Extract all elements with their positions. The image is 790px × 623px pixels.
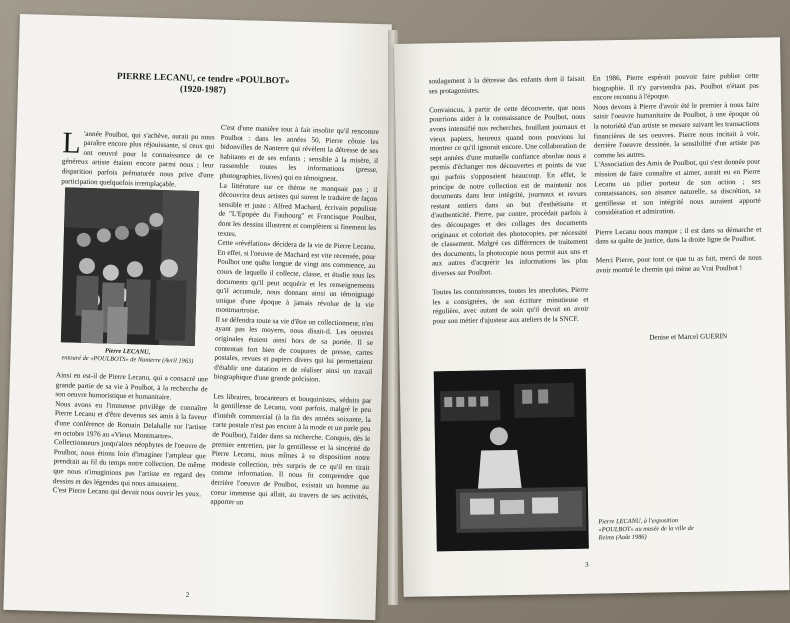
photo-exhibition-image xyxy=(434,369,589,552)
right-column-1: soulagement à la détresse des enfants dont il faisait ses protagonistes. Convaincus, à partir de cette découverte, que nous pourrions aider à la connaissance de Poulbot, nous avons intensifié nos recherches, fouillant journaux et vieux papiers, heureux quand nous pouvions lui montrer ce qu'il ignorait encore. Une collaboration de sept années d'une mutuelle confiance absolue nous a permis d'échanger nos découvertes et points de vue qui parfois s'opposaient beaucoup. En effet, le principe de notre collection est de maintenir nos documents dans leur intégrité, journaux et revues restant entiers dans un but d'esthétisme et d'authenticité. Pierre, par contre, procédait parfois à des découpages et des collages des documents originaux et coloriait des photocopies, par nécessité de classement. Malgré ces différences de traitement des documents, la photocopie nous permit aux uns et aux autres d'acquérir les informations les plus diverses sur Poulbot. Toutes les connaissances, toutes les anecdotes, Pierre les a consignées, de son écriture minutieuse et régulière, avec autant de soin qu'il devait en avoir pour son métier d'ajusteur aux ateliers de la SNCF. xyxy=(428,74,589,326)
intro-text: 'année Poulbot, qui s'achève, aurait pu nous paraître encore plus réjouissante, si ceux qui ont oeuvré pour la connaissance de ce généreux artiste étaient encore parmi nous ; leur disparition parfois prématurée nous prive d'une participation quelquefois irremplaçable. xyxy=(61,129,215,188)
left-page xyxy=(3,14,391,620)
caption-name: Pierre LECANU, xyxy=(104,347,151,356)
left-intro-paragraph xyxy=(61,119,215,190)
photo-children-image xyxy=(61,187,199,346)
drop-cap: L xyxy=(61,125,82,160)
signature: Denise et Marcel GUERIN xyxy=(649,332,728,342)
title-line-2: (1920-1987) xyxy=(179,83,227,95)
title-line-1: PIERRE LECANU, ce tendre «POULBOT» xyxy=(116,70,290,86)
photo-caption-right: Pierre LECANU, à l'exposition «POULBOT» au musée de la ville de Reims (Août 1986) xyxy=(598,517,694,542)
right-column-2: En 1986, Pierre espérait pouvoir faire publier cette biographie. Il n'y parviendra pas, Poulbot n'étant pas encore reconnu à l'époque. Nous devons à Pierre d'avoir été le premier à nous faire saisir l'oeuvre humanitaire de Poulbot, à une époque où la notoriété d'un artiste se mesure suivant les transactions financières de ses oeuvres. Pierre nous incitait à voir, derrière l'oeuvre dessinée, la sensibilité d'un artiste pas comme les autres. L'Association des Amis de Poulbot, qui s'est donnée pour mission de faire connaître et aimer, aurait eu en Pierre Lecanu un pilier porteur de son action ; ses connaissances, son aisance naturelle, sa discrétion, sa gentillesse et son intégrité nous auraient apporté considération et admiration. Pierre Lecanu nous manque ; il est dans sa démarche et dans sa quête de justice, dans la droite ligne de Poulbot. Merci Pierre, pour tout ce que tu as fait, merci de nous avoir montré le chemin qui mène au Vrai Poulbot ! xyxy=(592,71,762,275)
page-number-left: 2 xyxy=(185,590,190,599)
photo-children-nanterre xyxy=(61,187,199,346)
caption-detail: entouré de «POULBOTS» de Nanterre (Avril 1963) xyxy=(61,354,194,365)
photo-caption-left xyxy=(60,346,194,366)
page-number-right: 3 xyxy=(585,560,589,569)
right-page xyxy=(394,37,790,597)
left-column-1-rest: Ainsi en est-il de Pierre Lecanu, qui a consacré une grande partie de sa vie à Poulbot, à la recherche de son oeuvre humoristique et humanitaire. Nous avons eu l'immense privilège de connaître Pierre Lecanu et d'être devenus ses amis à la faveur d'une conférence de Romain Delahalle sur l'artiste en octobre 1976 au «Vieux Montmartre». Collectionneurs jusqu'alors néophytes de l'oeuvre de Poulbot, nous étions loin d'imaginer l'ampleur que prendrait au fil du temps notre collection. De même que nous n'imaginions pas l'artiste en regard des dessins et des légendes qui nous amusaient. C'est Pierre Lecanu qui devait nous ouvrir les yeux. xyxy=(52,371,208,499)
left-column-2: C'est d'une manière tout à fait insolite qu'il rencontre Poulbot : dans les années 50, Pierre côtoie les bidonvilles de Nanterre qui révèlent la détresse de ses habitants et de ses enfants ; sensible à la misère, il rassemble toutes les informations (presse, photographies, livres) qui en témoignent. La littérature sur ce thème ne manquait pas ; il découvrira deux artistes qui surent le traduire de façon sensible et juste : Alfred Machard, écrivain populiste de "L'Epopée du Faubourg" et Francisque Poulbot, dont les dessins illustrent et complètent si finement les textes. Cette «révélation» décidera de la vie de Pierre Lecanu. En effet, si l'oeuvre de Machard est vite recensée, pour Poulbot une quête longue de vingt ans commence, au cours de laquelle il collecte, classe, et étudie tous les documents qu'il peut acquérir et les renseignements qu'il accumule, nous donnant ainsi un témoignage unique d'une époque à jamais révolue de la vie montmartroise. Il se défendra toute sa vie d'être un collectionneur, n'en ayant pas les moyens, nous disait-il. Les oeuvres originales étaient ainsi hors de sa portée. Il se contentait fort bien de coupures de presse, cartes postales, revues et papiers divers qui lui permettaient d'établir une datation et de réaliser ainsi un travail biographique d'une grande précision. Les libraires, brocanteurs et bouquinistes, séduits par la gentillesse de Lecanu, vont parfois, malgré le peu d'intérêt commercial (à la fin des années soixante, la carte postale n'est pas encore à la mode et un parle peu de Poulbot), l'aider dans sa recherche. Conquis, dès le premier entretien, par la gentillesse et la sincérité de Pierre Lecanu, nous mîmes à sa disposition notre modeste collection, très surpris de ce qu'il en tirait comme information. Il nous fit comprendre que derrière l'oeuvre de Poulbot, existait un homme au coeur immense qui allait, au travers de ses activités, apporter un xyxy=(210,123,379,507)
photo-exhibition-reims xyxy=(434,369,589,552)
article-title xyxy=(113,71,294,98)
